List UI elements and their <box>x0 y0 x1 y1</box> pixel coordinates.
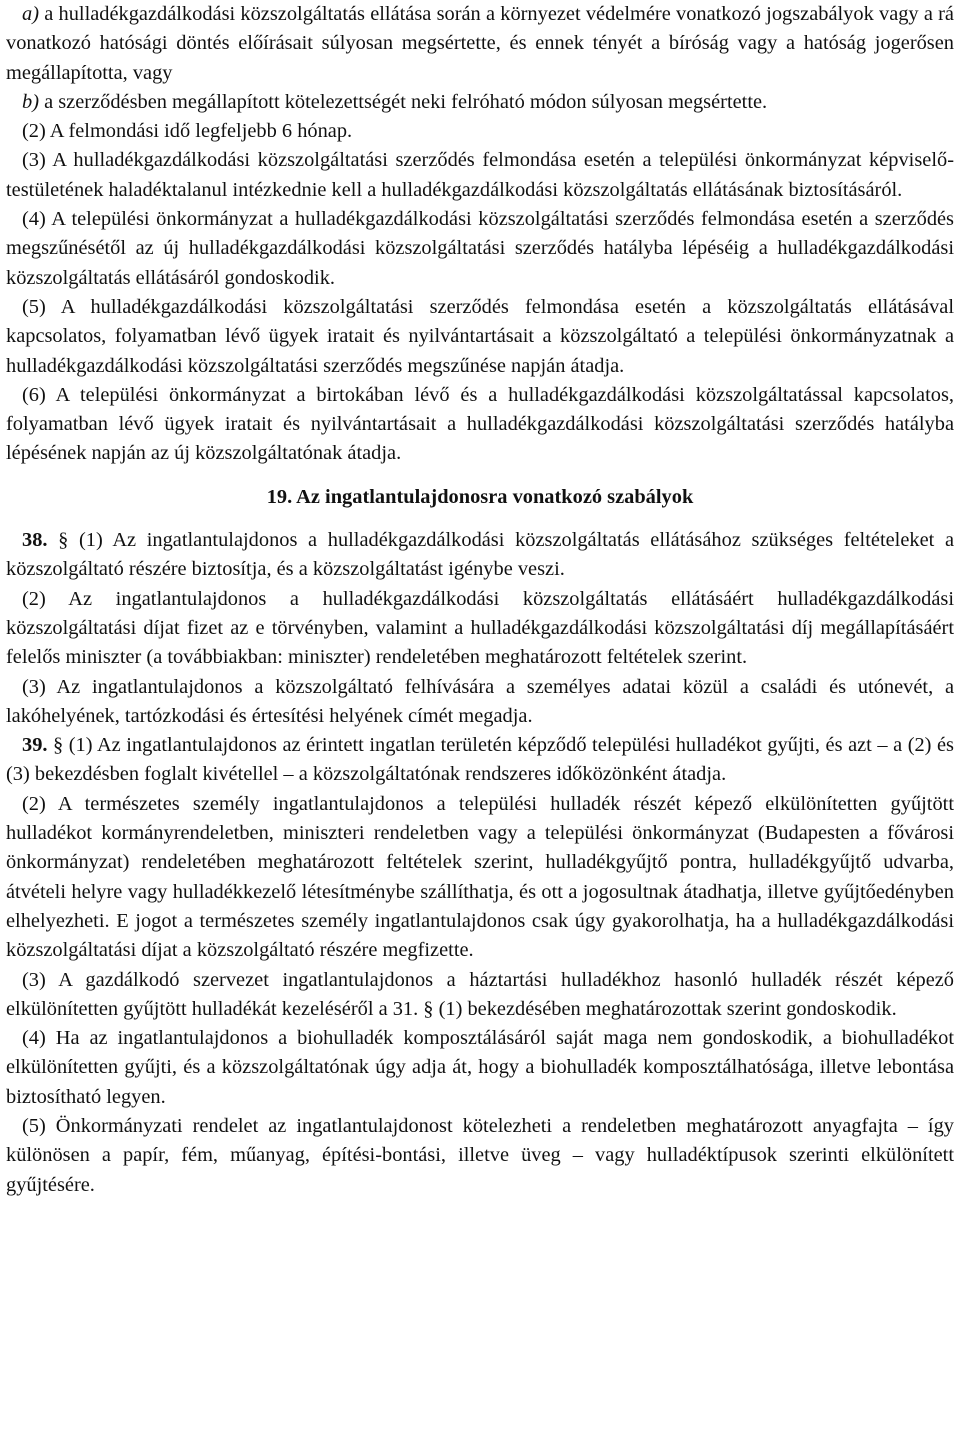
paragraph-3: (3) A hulladékgazdálkodási közszolgáltatási szerződés felmondása esetén a települési önkormányzat képviselő-testületének haladéktalanul intézkednie kell a hulladékgazdálkodási közszolgáltatás ellátásának biztosításáról. <box>6 149 954 201</box>
section-39-number: 39. <box>22 734 48 757</box>
paragraph-5: (5) A hulladékgazdálkodási közszolgáltatási szerződés felmondása esetén a közszolgáltatás ellátásával kapcsolatos, folyamatban lévő ügyek iratait és nyilvántartásait a közszolgáltató a települési önkormányzatnak a hulladékgazdálkodási közszolgáltatási szerződés megszűnése napján átadja. <box>6 295 954 377</box>
point-label-b: b) <box>22 90 39 113</box>
section-39-paragraph-2: (2) A természetes személy ingatlantulajdonos a települési hulladék részét képező elkülönítetten gyűjtött hulladékot kormányrendeletben, miniszteri rendeletben vagy a települési önkormányzat (Budapesten a fővárosi önkormányzat) rendeletében meghatározott feltételek szerint, hulladékgyűjtő pontra, hulladékgyűjtő udvarba, átvételi helyre vagy hulladékkezelő létesítménybe szállíthatja, és ott a jogosultnak átadhatja, illetve gyűjtőedényben elhelyezheti. E jogot a természetes személy ingatlantulajdonos csak úgy gyakorolhatja, ha a hulladékgazdálkodási közszolgáltatási díjat a közszolgáltató részére megfizette. <box>6 792 954 962</box>
section-39-paragraph-5: (5) Önkormányzati rendelet az ingatlantulajdonost kötelezheti a rendeletben meghatározott anyagfajta – így különösen a papír, fém, műanyag, építési-bontási, illetve üveg – vagy hulladéktípusok szerinti elkülönített gyűjtésére. <box>6 1114 954 1196</box>
paragraph-6: (6) A települési önkormányzat a birtokában lévő és a hulladékgazdálkodási közszolgáltatással kapcsolatos, folyamatban lévő ügyek iratait és nyilvántartásait a hulladékgazdálkodási közszolgáltatási szerződés hatályba lépésének napján az új közszolgáltatónak átadja. <box>6 383 954 465</box>
document-page <box>6 0 954 1200</box>
section-heading: 19. Az ingatlantulajdonosra vonatkozó szabályok <box>266 485 694 508</box>
point-text-b: a szerződésben megállapított kötelezettségét neki felróható módon súlyosan megsértette. <box>39 90 768 113</box>
paragraph-2: (2) A felmondási idő legfeljebb 6 hónap. <box>22 120 353 143</box>
section-38-number: 38. <box>22 529 48 552</box>
paragraph-point-b <box>6 88 954 117</box>
section-39-paragraph-4: (4) Ha az ingatlantulajdonos a biohulladék komposztálásáról saját maga nem gondoskodik, a biohulladékot elkülönítetten gyűjti, és a közszolgáltatónak úgy adja át, hogy a biohulladék komposztálhatósága, illetve lebontása biztosítható legyen. <box>6 1027 954 1108</box>
section-39-text-1: § (1) Az ingatlantulajdonos az érintett ingatlan területén képződő települési hulladékot gyűjti, és azt – a (2) és (3) bekezdésben foglalt kivétellel – a közszolgáltatónak rendszeres időközönként átadja. <box>6 734 954 786</box>
section-38-paragraph-3: (3) Az ingatlantulajdonos a közszolgáltató felhívására a személyes adatai közül a családi és utónevét, a lakóhelyének, tartózkodási és értesítési helyének címét megadja. <box>6 675 954 727</box>
section-39-paragraph-1 <box>6 731 954 790</box>
section-38-text-1: § (1) Az ingatlantulajdonos a hulladékgazdálkodási közszolgáltatás ellátásához szükséges feltételeket a közszolgáltató részére biztosítja, és a közszolgáltatást igénybe veszi. <box>6 529 954 581</box>
paragraph-4: (4) A települési önkormányzat a hulladékgazdálkodási közszolgáltatási szerződés felmondása esetén a szerződés megszűnésétől az új hulladékgazdálkodási közszolgáltatási szerződés hatályba lépéséig a hulladékgazdálkodási közszolgáltatás ellátásáról gondoskodik. <box>6 208 954 289</box>
paragraph-point-a <box>6 0 954 88</box>
section-38-paragraph-1 <box>6 526 954 585</box>
point-text-a: a hulladékgazdálkodási közszolgáltatás ellátása során a környezet védelmére vonatkozó jogszabályok vagy a rá vonatkozó hatósági döntés előírásait súlyosan megsértette, és ennek tényét a bíróság vagy a hatóság jogerősen megállapította, vagy <box>6 3 954 84</box>
section-38-paragraph-2: (2) Az ingatlantulajdonos a hulladékgazdálkodási közszolgáltatás ellátásáért hulladékgazdálkodási közszolgáltatási díjat fizet az e törvényben, valamint a hulladékgazdálkodási közszolgáltatási díj megállapításáért felelős miniszter (a továbbiakban: miniszter) rendeletében meghatározott feltételek szerint. <box>6 587 954 669</box>
point-label-a: a) <box>22 3 39 25</box>
section-39-paragraph-3: (3) A gazdálkodó szervezet ingatlantulajdonos a háztartási hulladékhoz hasonló hulladék részét képező elkülönítetten gyűjtött hulladékát kezeléséről a 31. § (1) bekezdésében meghatározottak szerint gondoskodik. <box>6 968 954 1020</box>
